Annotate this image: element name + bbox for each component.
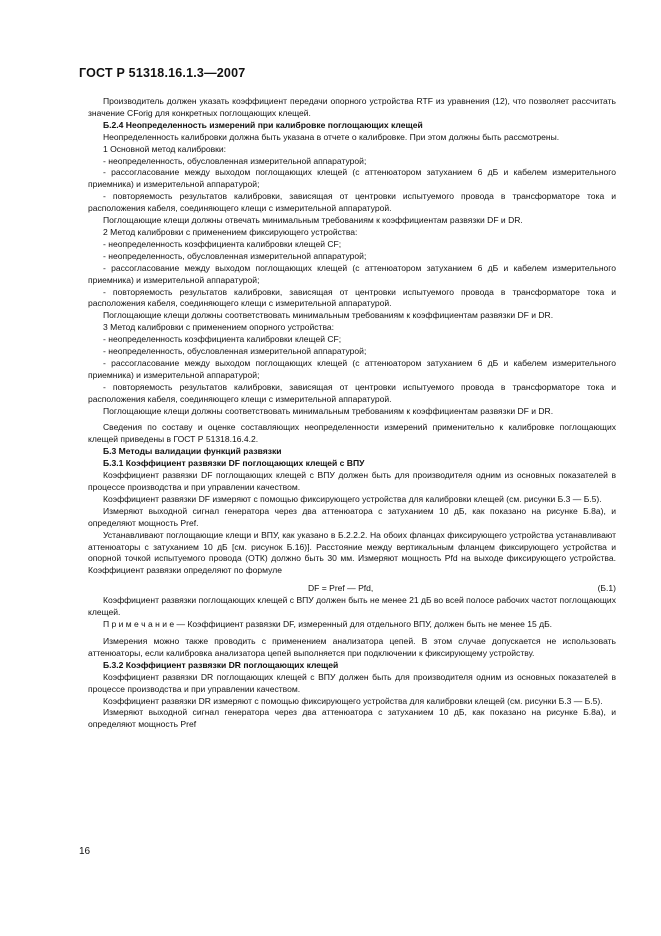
paragraph: Измерения можно также проводить с применением анализатора цепей. В этом случае допускается не использовать аттенюаторы, если калибровка анализатора цепей выполняется при подключении к фиксирующему устройству. [88,635,616,658]
paragraph: Коэффициент развязки DR поглощающих клещей с ВПУ должен быть для производителя одним из основных показателей в процессе производства и при управлении качеством. [88,671,616,694]
paragraph: Производитель должен указать коэффициент передачи опорного устройства RTF из уравнения (12), что позволяет рассчитать значение CForig для конкретных поглощающих клещей. [88,96,616,118]
paragraph: - повторяемость результатов калибровки, зависящая от центровки испытуемого провода в трансформаторе тока и расположения кабеля, соединяющего клещи с измерительной аппаратурой. [88,286,616,309]
paragraph: - неопределенность, обусловленная измерительной аппаратурой; [103,250,367,261]
section-heading: Б.2.4 Неопределенность измерений при калибровке поглощающих клещей [103,119,423,130]
section-heading: Б.3.1 Коэффициент развязки DF поглощающих клещей с ВПУ [103,458,365,469]
paragraph: 1 Основной метод калибровки: [103,143,227,154]
formula-b1 [88,577,616,595]
section-heading: Б.3 Методы валидации функций развязки [103,446,282,457]
paragraph: - повторяемость результатов калибровки, зависящая от центровки испытуемого провода в трансформаторе тока и расположения кабеля, соединяющего клещи с измерительной аппаратурой. [88,191,616,214]
paragraph: - рассогласование между выходом поглощающих клещей (с аттенюатором затуханием 6 дБ и кабелем измерительного приемника) и измерительной аппаратурой; [88,357,616,380]
paragraph: 2 Метод калибровки с применением фиксирующего устройства: [103,226,358,237]
page-number: 16 [79,846,91,857]
note-paragraph: П р и м е ч а н и е — Коэффициент развязки DF, измеренный для отдельного ВПУ, должен быть не менее 15 дБ. [103,619,553,630]
paragraph: Коэффициент развязки DR измеряют с помощью фиксирующего устройства для калибровки клещей (см. рисунки Б.3 — Б.5). [103,695,603,706]
document-header: ГОСТ Р 51318.16.1.3—2007 [79,66,246,80]
paragraph: Коэффициент развязки DF поглощающих клещей с ВПУ должен быть для производителя одним из основных показателей в процессе производства и при управлении качеством. [88,470,616,492]
paragraph: - повторяемость результатов калибровки, зависящая от центровки испытуемого провода в трансформаторе тока и расположения кабеля, соединяющего клещи с измерительной аппаратурой. [88,381,616,404]
paragraph: Измеряют выходной сигнал генератора через два аттенюатора с затуханием 10 дБ, как показано на рисунке Б.8а), и определяют мощность Pref [88,707,616,730]
paragraph: Поглощающие клещи должны соответствовать минимальным требованиям к коэффициентам развязки DF и DR. [103,405,554,416]
paragraph: Поглощающие клещи должны соответствовать минимальным требованиям к коэффициентам развязки DF и DR. [103,310,554,321]
paragraph: 3 Метод калибровки с применением опорного устройства: [103,322,335,333]
paragraph: - неопределенность, обусловленная измерительной аппаратурой; [103,155,367,166]
paragraph: - неопределенность, обусловленная измерительной аппаратурой; [103,346,367,357]
paragraph: Коэффициент развязки DF измеряют с помощью фиксирующего устройства для калибровки клещей (см. рисунки Б.3 — Б.5). [103,493,602,504]
formula-number: (Б.1) [597,583,616,594]
paragraph: Сведения по составу и оценке составляющих неопределенности измерений применительно к калибровке поглощающих клещей приведены в ГОСТ Р 51318.16.4.2. [88,422,616,445]
paragraph: Измеряют выходной сигнал генератора через два аттенюатора с затуханием 10 дБ, как показано на рисунке Б.8а), и определяют мощность Pref. [88,505,616,528]
paragraph: Коэффициент развязки поглощающих клещей с ВПУ должен быть не менее 21 дБ во всей полосе рабочих частот поглощающих клещей. [88,595,616,618]
formula-expression: DF = Pref — Pfd, [308,583,374,594]
document-body [88,96,616,731]
section-heading: Б.3.2 Коэффициент развязки DR поглощающих клещей [103,659,339,670]
paragraph: - рассогласование между выходом поглощающих клещей (с аттенюатором затуханием 6 дБ и кабелем измерительного приемника) и измерительной аппаратурой; [88,167,616,190]
paragraph: - рассогласование между выходом поглощающих клещей (с аттенюатором затуханием 6 дБ и кабелем измерительного приемника) и измерительной аппаратурой; [88,262,616,285]
paragraph: - неопределенность коэффициента калибровки клещей CF; [103,334,342,345]
paragraph: Неопределенность калибровки должна быть указана в отчете о калибровке. При этом должны быть рассмотрены. [103,131,560,142]
paragraph: - неопределенность коэффициента калибровки клещей CF; [103,238,342,249]
paragraph: Устанавливают поглощающие клещи и ВПУ, как указано в Б.2.2.2. На обоих фланцах фиксирующего устройства устанавливают аттенюаторы с затуханием 10 дБ [см. рисунок Б.16)]. Расстояние между вертикальным фланцем фиксирующего устройства и опорной точкой испытуемого провода (ОТК) должно быть 30 мм. Измеряют мощность Pfd на выходе фиксирующего устройства. Коэффициент развязки определяют по формуле [88,529,616,576]
paragraph: Поглощающие клещи должны отвечать минимальным требованиям к коэффициентам развязки DF и DR. [103,215,523,226]
